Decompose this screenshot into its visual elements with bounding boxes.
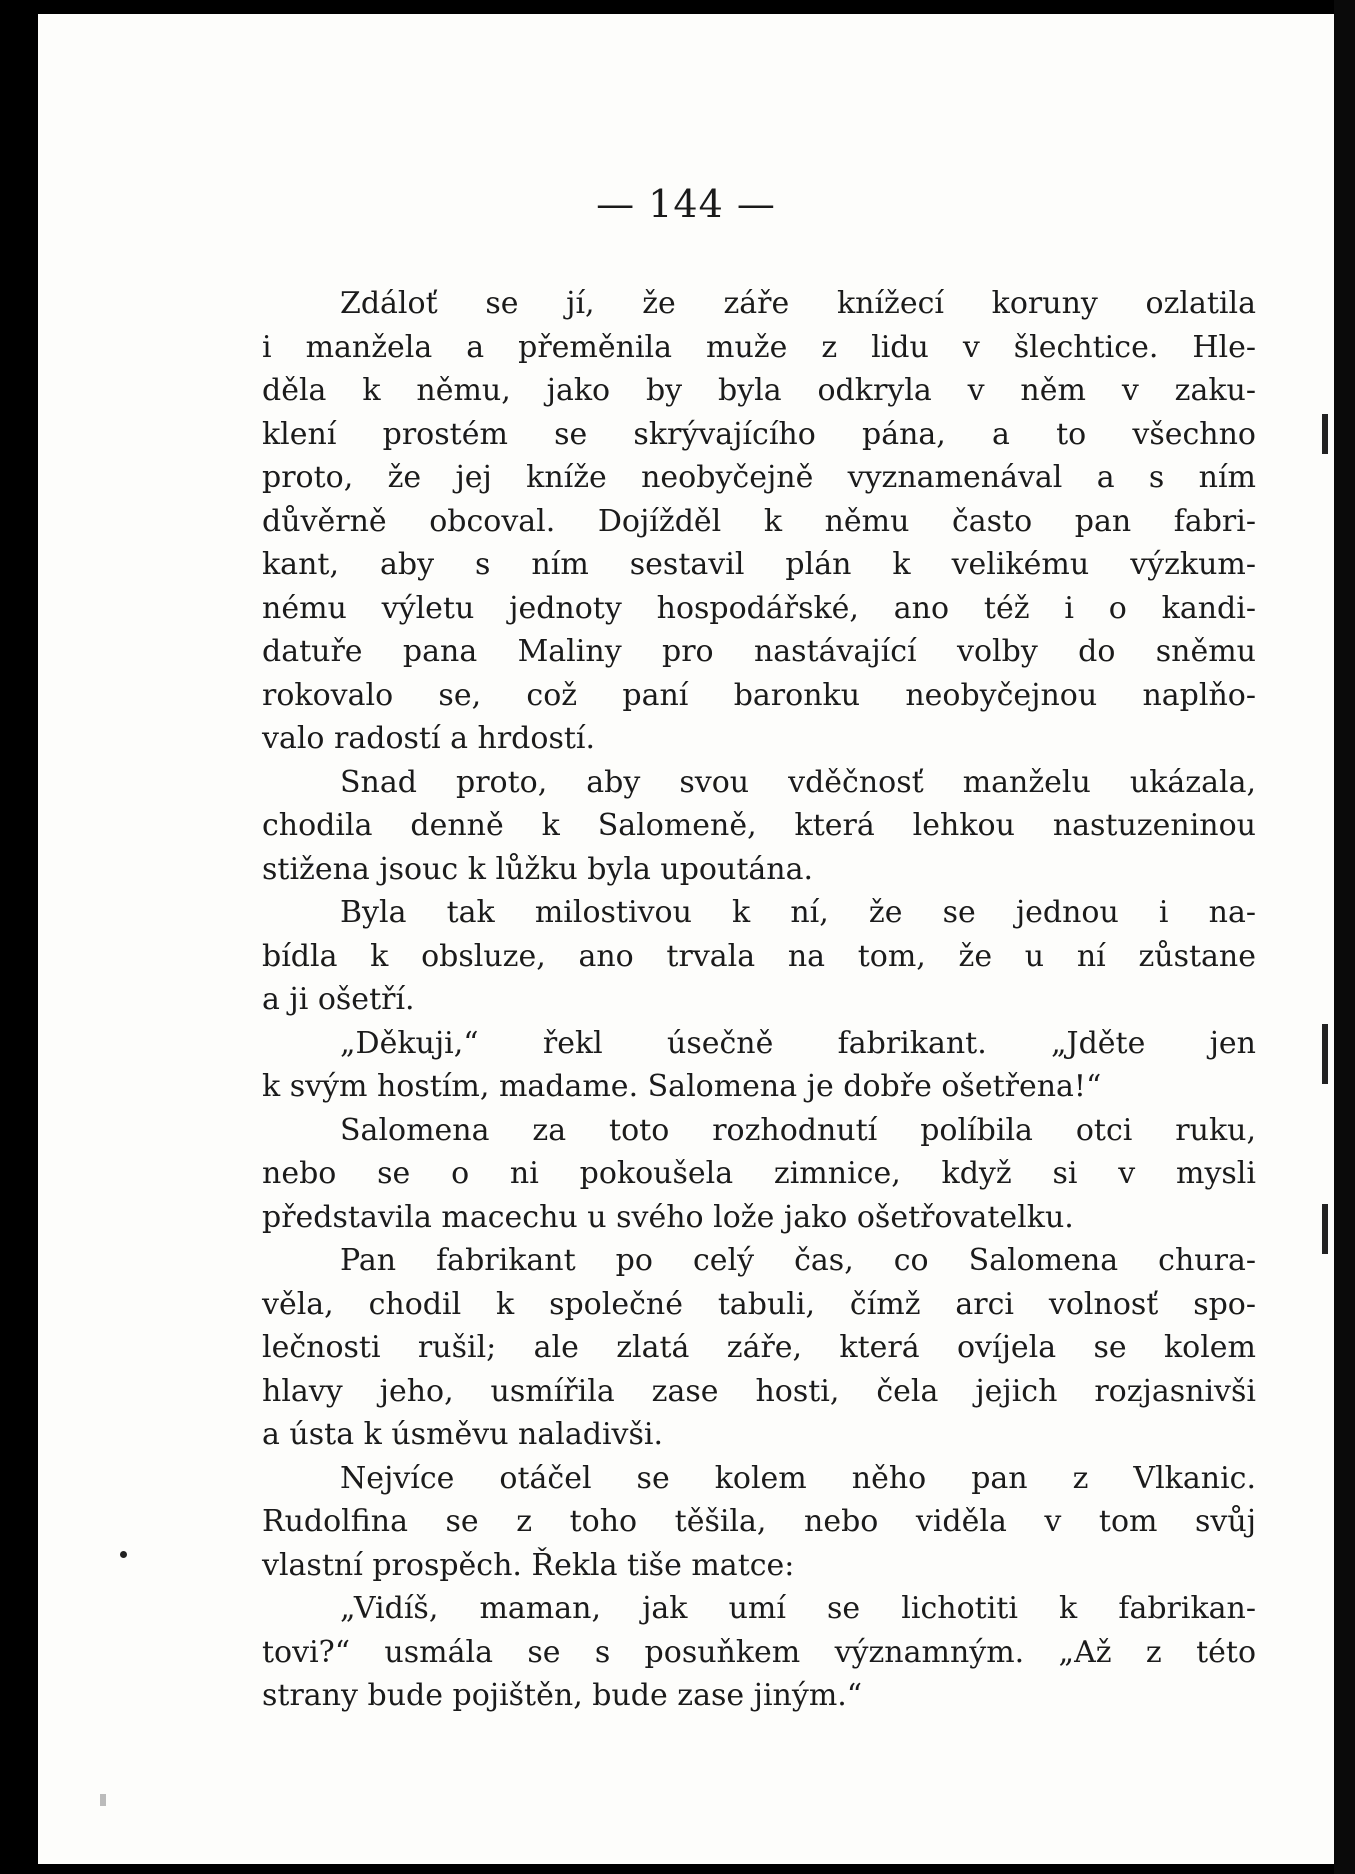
text-line: Rudolfina se z toho těšila, nebo viděla v tom svůj [262,1504,1256,1539]
text-line: a ji ošetří. [262,982,415,1017]
edge-ink-mark [1322,1204,1328,1254]
text-line: chodila denně k Salomeně, která lehkou nastuzeninou [262,808,1256,843]
text-line: důvěrně obcoval. Dojížděl k němu často pan fabri- [262,503,1256,539]
edge-ink-mark [1322,1024,1328,1084]
text-line: tovi?“ usmála se s posuňkem významným. „Až z této [262,1634,1256,1670]
page-body-text [262,282,1256,1718]
text-line: Nejvíce otáčel se kolem něho pan z Vlkanic. [340,1460,1256,1496]
text-line: Salomena za toto rozhodnutí políbila otci ruku, [340,1112,1256,1148]
text-line: valo radostí a hrdostí. [262,721,596,756]
text-line: věla, chodil k společné tabuli, čímž arci volnosť spo- [262,1286,1256,1322]
text-line: hlavy jeho, usmířila zase hosti, čela jejich rozjasnivši [262,1373,1256,1409]
text-line: děla k němu, jako by byla odkryla v něm v zaku- [262,373,1256,408]
text-line: rokovalo se, což paní baronku neobyčejnou naplňo- [262,677,1256,713]
text-line: a ústa k úsměvu naladivši. [262,1417,664,1452]
text-line: nebo se o ni pokoušela zimnice, když si v mysli [262,1156,1256,1191]
text-line: proto, že jej kníže neobyčejně vyznamenával a s ním [262,460,1256,495]
edge-ink-mark [1322,414,1328,454]
text-line: i manžela a přeměnila muže z lidu v šlechtice. Hle- [262,329,1256,365]
text-line: představila macechu u svého lože jako ošetřovatelku. [262,1199,1074,1235]
text-line: bídla k obsluze, ano trvala na tom, že u ní zůstane [262,938,1256,974]
text-line: kant, aby s ním sestavil plán k velikému výzkum- [262,547,1256,582]
text-line: stižena jsouc k lůžku byla upoutána. [262,851,814,887]
text-line: „Děkuji,“ řekl úsečně fabrikant. „Jděte jen [340,1025,1256,1061]
margin-ink-dot [120,1551,127,1558]
book-page [38,14,1334,1864]
text-line: Zdáloť se jí, že záře knížecí koruny ozlatila [340,286,1256,321]
paper-speck [100,1794,106,1806]
text-line: Pan fabrikant po celý čas, co Salomena chura- [340,1243,1256,1278]
text-line: nému výletu jednoty hospodářské, ano též i o kandi- [262,590,1256,626]
text-line: vlastní prospěch. Řekla tiše matce: [262,1547,795,1583]
text-line: datuře pana Maliny pro nastávající volby do sněmu [262,634,1256,669]
page-number: — 144 — [596,182,776,226]
text-line: klení prostém se skrývajícího pána, a to všechno [262,416,1256,452]
text-line: Snad proto, aby svou vděčnosť manželu ukázala, [340,764,1256,800]
scan-edge [1334,0,1355,1874]
text-line: „Vidíš, maman, jak umí se lichotiti k fabrikan- [340,1591,1256,1626]
text-line: Byla tak milostivou k ní, že se jednou i na- [340,895,1256,930]
text-line: k svým hostím, madame. Salomena je dobře ošetřena!“ [262,1069,1102,1104]
text-line: lečnosti rušil; ale zlatá záře, která ovíjela se kolem [262,1330,1256,1365]
text-line: strany bude pojištěn, bude zase jiným.“ [262,1678,863,1713]
